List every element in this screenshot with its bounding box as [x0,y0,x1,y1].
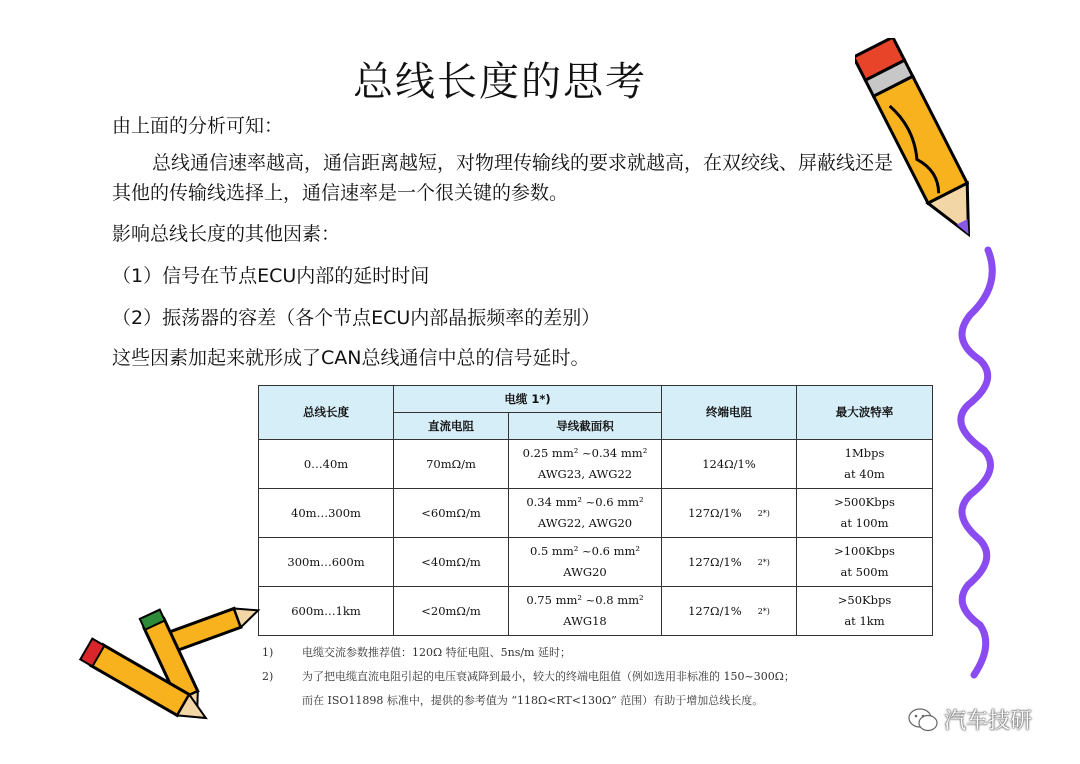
footnote-1-number: 1) [262,646,274,659]
cell-cs-line2: AWG22, AWG20 [537,516,633,530]
footnote-1-text: 电缆交流参数推荐值：120Ω 特征电阻、5ns/m 延时； [302,646,571,659]
cell-cs-line2: AWG18 [563,614,607,628]
cell-baud [797,489,933,538]
cell-dc: 70mΩ/m [394,440,509,489]
footnote-2-number: 2) [262,670,274,683]
cell-term-value: 127Ω/1% [688,554,742,569]
header-cable: 电缆 1*) [394,386,662,413]
watermark [908,704,1032,735]
table-row [259,538,933,587]
table-row [259,440,933,489]
paragraph-factor-1: （1）信号在节点ECU内部的延时时间 [112,265,430,287]
header-max-baud: 最大波特率 [797,386,933,440]
footnote-2 [262,668,795,684]
header-cross-section: 导线截面积 [509,413,662,440]
cell-cross-section [509,587,662,636]
header-dc-resistance: 直流电阻 [394,413,509,440]
table-row [259,489,933,538]
cell-term-value: 127Ω/1% [688,505,742,520]
cell-term-note: 2*) [757,606,770,616]
cell-cs-line1: 0.34 mm² ~0.6 mm² [526,495,644,509]
cell-baud-line1: >500Kbps [834,495,895,509]
footnote-1 [262,644,571,660]
cell-baud-line1: >100Kbps [834,544,895,558]
cell-cross-section [509,440,662,489]
cell-baud [797,538,933,587]
header-length: 总线长度 [259,386,394,440]
cell-cs-line1: 0.25 mm² ~0.34 mm² [522,446,648,460]
cell-termination [662,440,797,489]
cell-length: 600m…1km [259,587,394,636]
cell-length: 40m…300m [259,489,394,538]
paragraph-conclusion: 这些因素加起来就形成了CAN总线通信中总的信号延时。 [112,347,590,369]
cell-termination [662,538,797,587]
cell-cross-section [509,538,662,587]
paragraph-speed: 总线通信速率越高，通信距离越短，对物理传输线的要求就越高，在双绞线、屏蔽线还是其他的传输线选择上，通信速率是一个很关键的参数。 [112,152,894,204]
cell-length: 300m…600m [259,538,394,587]
cell-baud-line2: at 1km [844,614,885,628]
cell-cs-line2: AWG23, AWG22 [537,467,633,481]
cell-cs-line1: 0.75 mm² ~0.8 mm² [526,593,644,607]
table-row [259,587,933,636]
paragraph-intro: 由上面的分析可知： [112,115,284,137]
pencil-right-icon [855,38,995,253]
cell-baud-line1: 1Mbps [844,446,885,460]
cell-term-value: 124Ω/1% [702,456,756,471]
cell-baud-line2: at 100m [840,516,889,530]
cell-dc: <60mΩ/m [394,489,509,538]
cell-dc: <20mΩ/m [394,587,509,636]
cell-baud [797,587,933,636]
watermark-text: 汽车技研 [944,709,1033,734]
cell-term-note: 2*) [757,557,770,567]
cell-termination [662,489,797,538]
cell-cs-line1: 0.5 mm² ~0.6 mm² [529,544,641,558]
cell-term-value: 127Ω/1% [688,603,742,618]
cell-cross-section [509,489,662,538]
paragraph-factors: 影响总线长度的其他因素： [112,223,341,245]
cell-baud-line1: >50Kbps [837,593,892,607]
cell-term-note: 2*) [757,508,770,518]
cell-baud-line2: at 500m [840,565,889,579]
footnote-2-text: 为了把电缆直流电阻引起的电压衰减降到最小，较大的终端电阻值（例如选用非标准的 150~300Ω； [302,670,795,683]
page-title: 总线长度的思考 [353,59,647,105]
cell-termination [662,587,797,636]
cell-length: 0…40m [259,440,394,489]
pencils-bottom-left-icon [70,590,270,720]
cell-dc: <40mΩ/m [394,538,509,587]
cell-baud-line2: at 40m [844,467,885,481]
squiggle-line-icon [940,245,1010,685]
wechat-icon [908,708,938,732]
bus-length-table [258,385,933,636]
footnote-2-continued: 而在 ISO11898 标准中，提供的参考值为 “118Ω<RT<130Ω” 范围）有助于增加总线长度。 [302,694,764,707]
cell-baud [797,440,933,489]
header-termination: 终端电阻 [662,386,797,440]
paragraph-factor-2: （2）振荡器的容差（各个节点ECU内部晶振频率的差别） [112,307,601,329]
cell-cs-line2: AWG20 [563,565,607,579]
